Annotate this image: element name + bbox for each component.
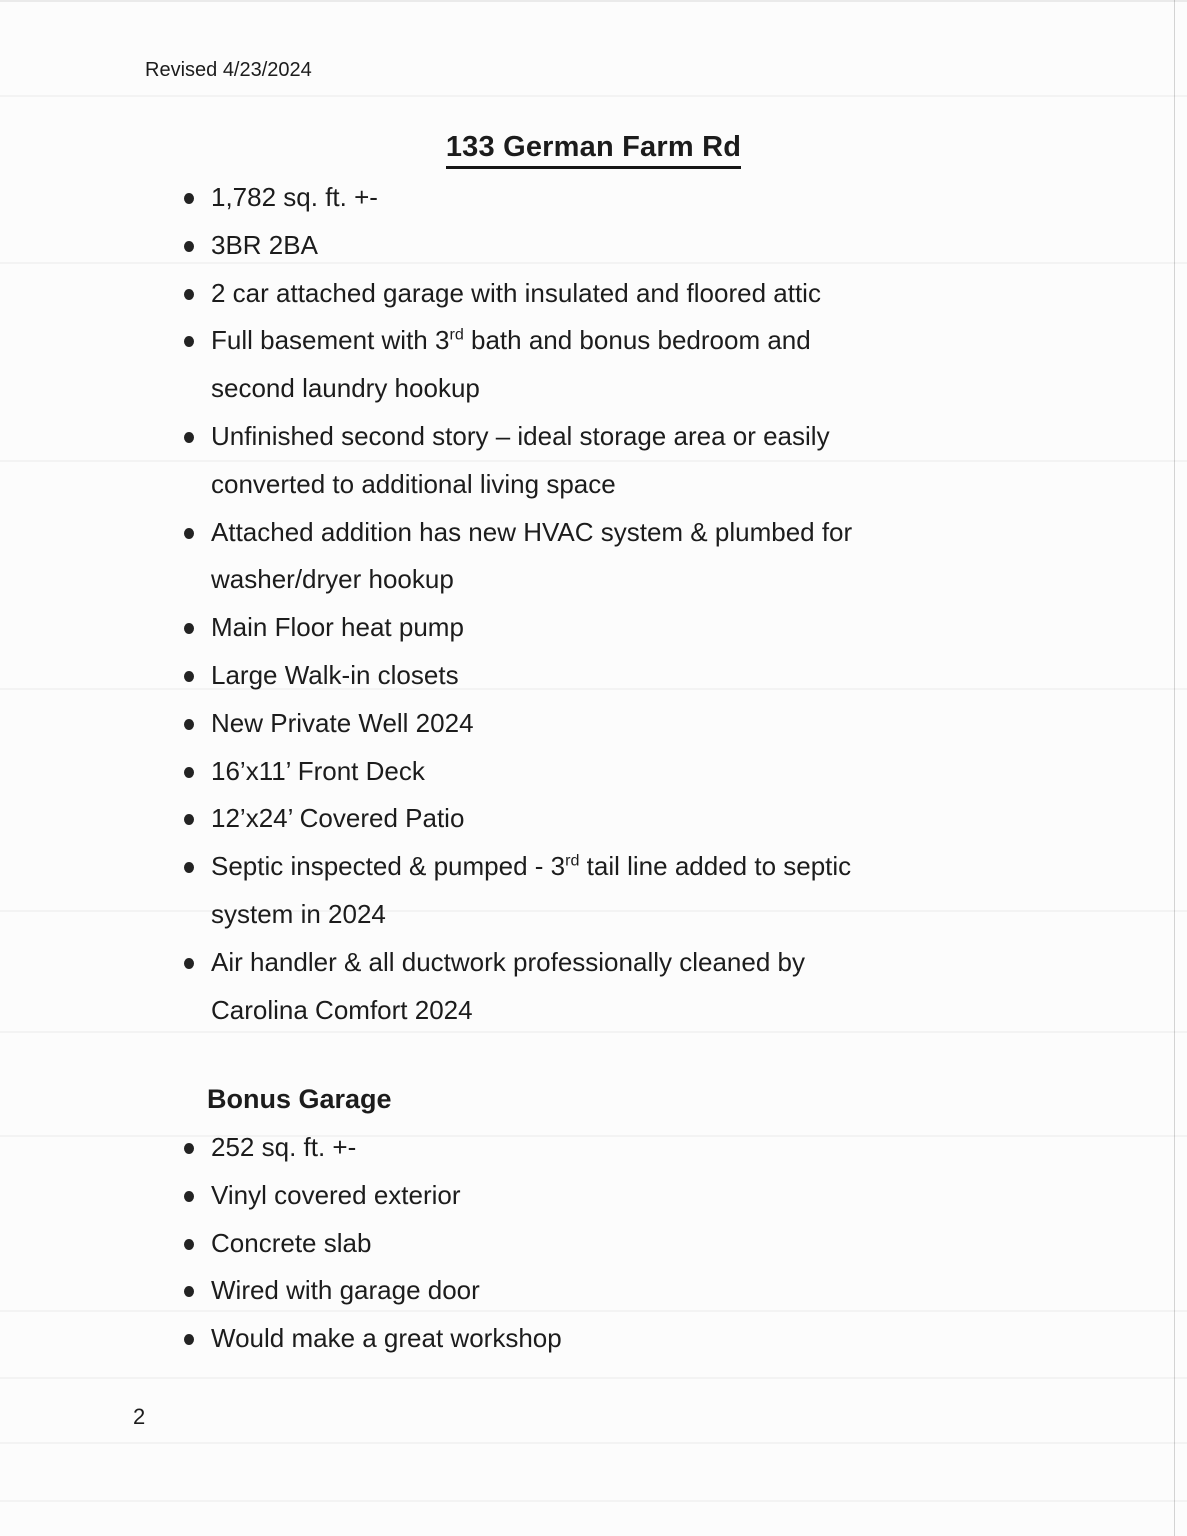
list-item-line: 252 sq. ft. +- xyxy=(211,1132,357,1162)
feature-list xyxy=(211,174,1141,1034)
bullet-icon xyxy=(184,623,194,634)
bullet-icon xyxy=(184,1334,194,1345)
bonus-garage-list xyxy=(211,1124,1141,1363)
list-item-line: Unfinished second story – ideal storage area or easily xyxy=(211,420,830,451)
list-item-line: 1,782 sq. ft. +- xyxy=(211,182,378,212)
list-item xyxy=(211,1172,1141,1220)
bonus-garage-heading: Bonus Garage xyxy=(207,1084,392,1114)
list-item-line: 2 car attached garage with insulated and floored attic xyxy=(211,277,821,308)
bullet-icon xyxy=(184,767,194,778)
list-item xyxy=(211,1124,1141,1172)
list-item-line: Full basement with 3rd bath and bonus bedroom and xyxy=(211,325,811,356)
bullet-icon xyxy=(184,432,194,443)
list-item-line: 3BR 2BA xyxy=(211,229,318,260)
bullet-icon xyxy=(184,958,194,969)
list-item xyxy=(211,700,1141,748)
scan-artifact-line xyxy=(0,95,1187,97)
list-item xyxy=(211,413,1141,509)
list-item xyxy=(211,509,1141,605)
list-item xyxy=(211,1220,1141,1268)
scan-artifact-right-edge xyxy=(1174,0,1175,1536)
bullet-icon xyxy=(184,1143,194,1154)
bullet-icon xyxy=(184,1286,194,1297)
list-item-line: converted to additional living space xyxy=(211,468,616,499)
list-item-line: Wired with garage door xyxy=(211,1275,480,1306)
list-item-line: Vinyl covered exterior xyxy=(211,1179,461,1210)
scan-artifact-line xyxy=(0,1377,1187,1379)
title-row xyxy=(0,131,1187,169)
list-item-line: 12’x24’ Covered Patio xyxy=(211,803,465,834)
bullet-icon xyxy=(184,528,194,539)
list-item-line: second laundry hookup xyxy=(211,373,480,404)
bullet-icon xyxy=(184,671,194,682)
list-item-line: Concrete slab xyxy=(211,1227,372,1258)
list-item xyxy=(211,748,1141,796)
bullet-icon xyxy=(184,193,194,204)
list-item-line: system in 2024 xyxy=(211,898,386,929)
list-item xyxy=(211,317,1141,413)
bullet-icon xyxy=(184,289,194,300)
scan-artifact-line xyxy=(0,1500,1187,1502)
page-number: 2 xyxy=(133,1404,146,1429)
list-item-line: Large Walk-in closets xyxy=(211,659,459,690)
scan-artifact-line xyxy=(0,1442,1187,1444)
list-item xyxy=(211,174,1141,222)
list-item xyxy=(211,270,1141,318)
bullet-icon xyxy=(184,862,194,873)
list-item xyxy=(211,1315,1141,1363)
list-item-line: Air handler & all ductwork professionally cleaned by xyxy=(211,946,805,977)
scan-artifact-top-edge xyxy=(0,0,1187,2)
list-item xyxy=(211,652,1141,700)
list-item-line: 16’x11’ Front Deck xyxy=(211,755,425,786)
list-item xyxy=(211,1267,1141,1315)
bullet-icon xyxy=(184,336,194,347)
list-item xyxy=(211,939,1141,1035)
list-item-line: Septic inspected & pumped - 3rd tail line added to septic xyxy=(211,851,852,882)
revision-date: Revised 4/23/2024 xyxy=(145,59,312,81)
bullet-icon xyxy=(184,1239,194,1250)
list-item-line: Carolina Comfort 2024 xyxy=(211,994,473,1025)
list-item-line: washer/dryer hookup xyxy=(211,564,454,595)
list-item xyxy=(211,604,1141,652)
page-title: 133 German Farm Rd xyxy=(446,131,741,169)
bullet-icon xyxy=(184,1191,194,1202)
list-item xyxy=(211,795,1141,843)
list-item-line: Attached addition has new HVAC system & plumbed for xyxy=(211,516,853,547)
list-item xyxy=(211,222,1141,270)
bullet-icon xyxy=(184,719,194,730)
bullet-icon xyxy=(184,241,194,252)
list-item-line: Main Floor heat pump xyxy=(211,612,464,643)
list-item-line: New Private Well 2024 xyxy=(211,707,474,738)
list-item-line: Would make a great workshop xyxy=(211,1323,562,1354)
bullet-icon xyxy=(184,814,194,825)
list-item xyxy=(211,843,1141,939)
